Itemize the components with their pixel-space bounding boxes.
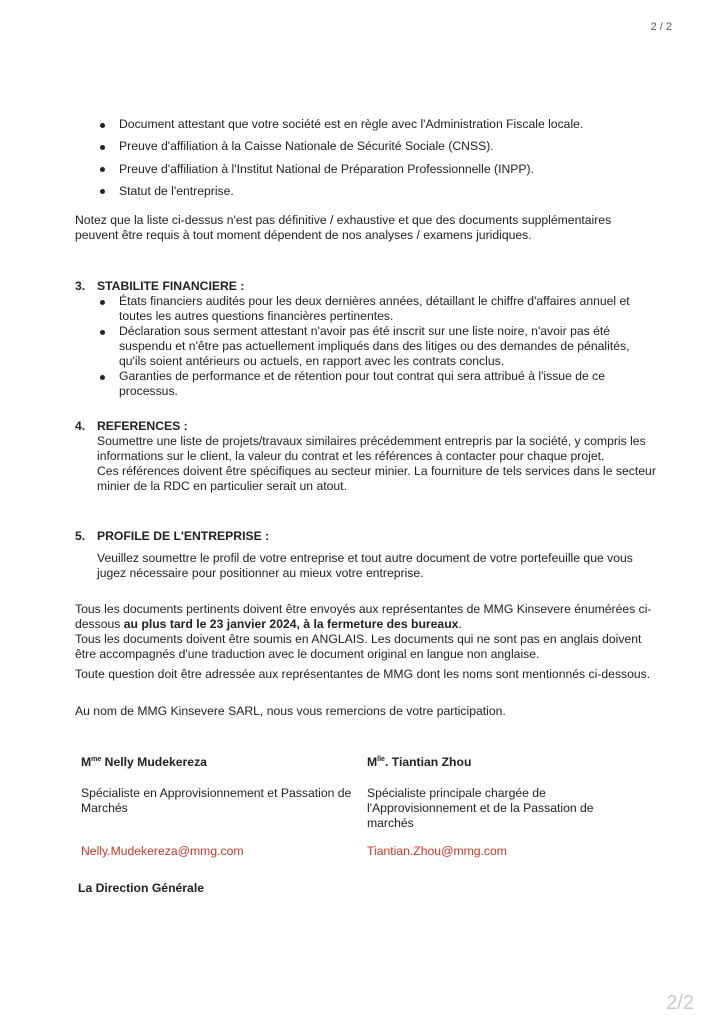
- deadline-text-start: Tous les documents pertinents doivent être envoyés aux représentantes de MMG Kinsevere énumérées ci-dessous: [75, 602, 652, 631]
- note-paragraph: Notez que la liste ci-dessus n'est pas définitive / exhaustive et que des documents supplémentaires peuvent être requis à tout moment dépendent de nos analyses / examens juridiques.: [75, 213, 612, 242]
- deadline-text-end: .: [458, 617, 462, 631]
- section-5-body: Veuillez soumettre le profil de votre entreprise et tout autre document de votre portefeuille que vous jugez nécessaire pour positionner au mieux votre entreprise.: [97, 551, 633, 580]
- signatory-1-email[interactable]: Nelly.Mudekereza@mmg.com: [81, 844, 244, 858]
- deadline-date: au plus tard le 23 janvier 2024, à la fermeture des bureaux: [123, 617, 459, 631]
- list-item: Preuve d'affiliation à la Caisse Nationale de Sécurité Sociale (CNSS).: [97, 139, 657, 154]
- closing-paragraph: [75, 602, 655, 662]
- section-4-body: [97, 434, 657, 494]
- list-item: Preuve d'affiliation à l'Institut National de Préparation Professionnelle (INPP).: [97, 162, 657, 177]
- section-4-paragraph-2: Ces références doivent être spécifiques au secteur minier. La fourniture de tels services dans le secteur minier de la RDC en particulier serait un atout.: [97, 464, 656, 493]
- section-5-title: PROFILE DE L'ENTREPRISE :: [97, 529, 270, 543]
- section-3-title: STABILITE FINANCIERE :: [97, 279, 245, 293]
- section-5-number: 5.: [75, 529, 86, 543]
- signatory-2-title: Spécialiste principale chargée de l'Approvisionnement et de la Passation de marchés: [367, 786, 594, 830]
- signatory-2-name: $M^{lle}$. Tiantian Zhou: [367, 755, 472, 769]
- page-indicator-header: 2 / 2: [650, 21, 672, 33]
- signatory-1-name: $M^{me}$ Nelly Mudekereza: [81, 755, 207, 769]
- language-paragraph: Tous les documents doivent être soumis en ANGLAIS. Les documents qui ne sont pas en anglais doivent être accompagnés d'une traduction avec le document original en langue non anglaise.: [75, 632, 642, 661]
- thanks-paragraph: Au nom de MMG Kinsevere SARL, nous vous remercions de votre participation.: [75, 704, 506, 718]
- list-item: Garanties de performance et de rétention pour tout contrat qui sera attribué à l'issue de ce processus.: [97, 369, 657, 399]
- section-4-title: REFERENCES :: [97, 419, 188, 433]
- page-indicator-footer: 2/2: [666, 992, 694, 1014]
- required-documents-list: [97, 117, 657, 206]
- list-item: Document attestant que votre société est en règle avec l'Administration Fiscale locale.: [97, 117, 657, 132]
- list-item: Statut de l'entreprise.: [97, 184, 657, 199]
- signatory-1-title: Spécialiste en Approvisionnement et Passation de Marchés: [81, 786, 352, 815]
- section-3-number: 3.: [75, 279, 86, 293]
- direction-signature: La Direction Générale: [78, 881, 204, 895]
- deadline-paragraph: [75, 602, 655, 632]
- list-item: Déclaration sous serment attestant n'avoir pas été inscrit sur une liste noire, n'avoir pas été suspendu et n'être pas actuellement impliqués dans des litiges ou des demandes de pénalités, qu'ils soient antérieurs ou actuels, en rapport avec les contrats conclus.: [97, 324, 657, 369]
- signatory-2-email[interactable]: Tiantian.Zhou@mmg.com: [367, 844, 507, 858]
- section-4-paragraph-1: Soumettre une liste de projets/travaux similaires précédemment entrepris par la société, y compris les informations sur le client, la valeur du contrat et les références à contacter pour chaque projet.: [97, 434, 646, 463]
- list-item: États financiers audités pour les deux dernières années, détaillant le chiffre d'affaires annuel et toutes les autres questions financières pertinentes.: [97, 294, 657, 324]
- questions-paragraph: Toute question doit être adressée aux représentantes de MMG dont les noms sont mentionnés ci-dessous.: [75, 667, 651, 681]
- section-4-number: 4.: [75, 419, 86, 433]
- section-3-list: [97, 294, 657, 399]
